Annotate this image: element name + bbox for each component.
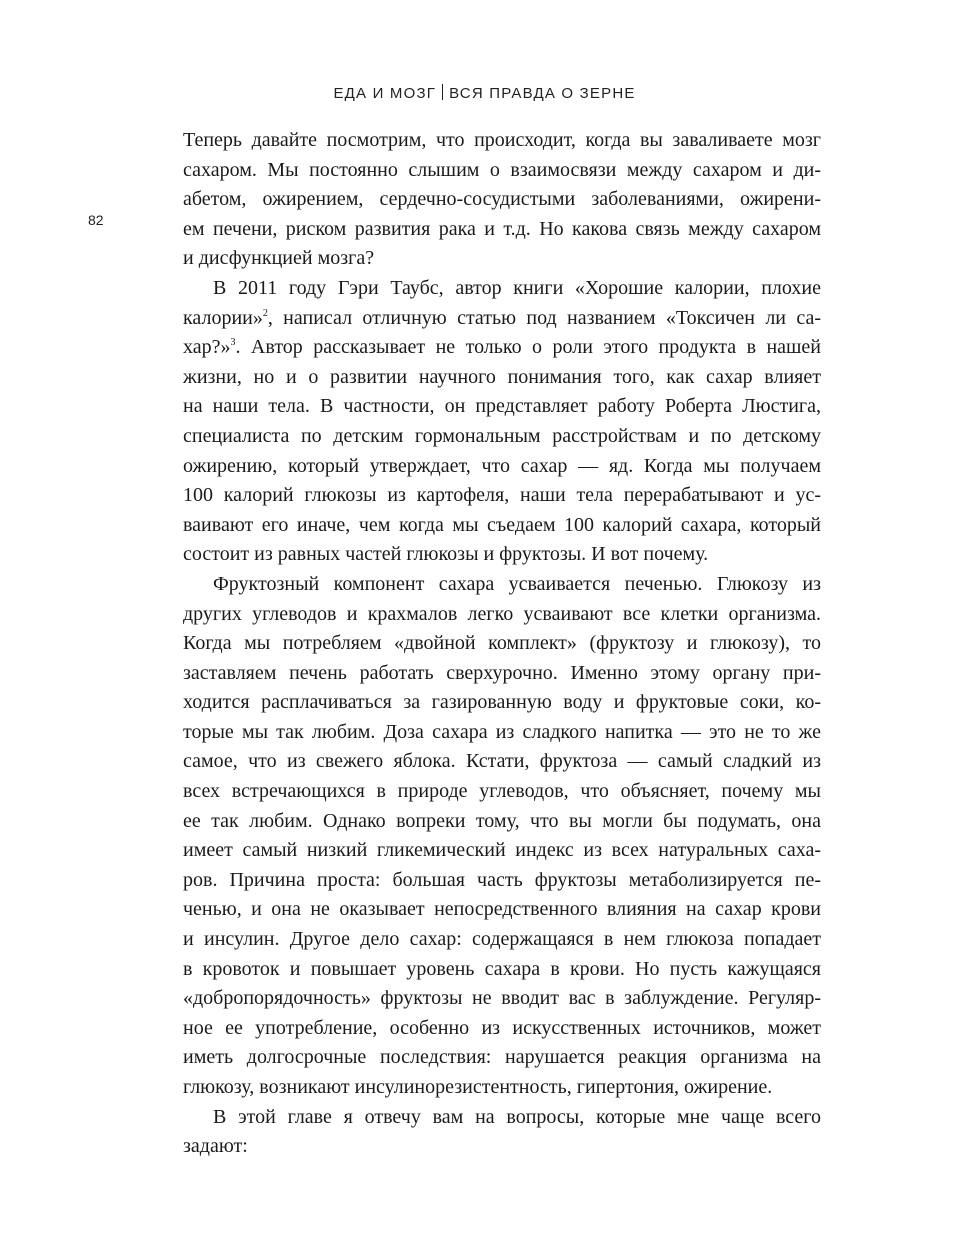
running-head — [0, 84, 969, 102]
text-line: и дисфункцией мозга? — [183, 247, 375, 270]
paragraph-3 — [183, 570, 821, 1103]
text-line: ваивают его иначе, чем когда мы съедаем 100 калорий сахара, который — [183, 513, 821, 536]
text-line: специалиста по детским гормональным расстройствам и по детскому — [183, 424, 821, 447]
text-line: состоит из равных частей глюкозы и фруктозы. И вот почему. — [183, 543, 709, 566]
text-line: в кровоток и повышает уровень сахара в крови. Но пусть кажущаяся — [183, 957, 821, 980]
text-line: имеет самый низкий гликемический индекс из всех натуральных саха- — [183, 839, 821, 862]
running-head-separator — [442, 84, 443, 100]
text-line: Теперь давайте посмотрим, что происходит, когда вы заваливаете мозг — [183, 129, 821, 151]
text-line: ем печени, риском развития рака и т.д. Но какова связь между сахаром — [183, 217, 821, 240]
text-line: Когда мы потребляем «двойной комплект» (фруктозу и глюкозу), то — [183, 632, 821, 655]
text-line: ее так любим. Однако вопреки тому, что вы могли бы подумать, она — [183, 809, 821, 832]
text-fragment: калории» — [183, 306, 263, 329]
text-line — [183, 304, 821, 334]
text-line: самое, что из свежего яблока. Кстати, фруктоза — самый сладкий из — [183, 750, 821, 773]
text-line — [183, 333, 821, 363]
text-line: жизни, но и о развитии научного понимания того, как сахар влияет — [183, 365, 821, 388]
text-line: и инсулин. Другое дело сахар: содержащаяся в нем глюкоза попадает — [183, 928, 821, 951]
paragraph-1 — [183, 126, 821, 274]
text-line: всех встречающихся в природе углеводов, что объясняет, почему мы — [183, 780, 821, 803]
text-line: иметь долгосрочные последствия: нарушается реакция организма на — [183, 1046, 821, 1069]
body-text — [183, 126, 821, 1162]
text-fragment: , написал отличную статью под названием «Токсичен ли са- — [267, 306, 821, 329]
text-line: на наши тела. В частности, он представляет работу Роберта Люстига, — [183, 395, 821, 418]
text-line: торые мы так любим. Доза сахара из сладкого напитка — это не то же — [183, 720, 821, 743]
text-line: В 2011 году Гэри Таубс, автор книги «Хорошие калории, плохие — [213, 276, 821, 299]
text-line: других углеводов и крахмалов легко усваивают все клетки организма. — [183, 602, 821, 625]
text-line: ожирению, который утверждает, что сахар — яд. Когда мы получаем — [183, 454, 821, 477]
text-line: 100 калорий глюкозы из картофеля, наши тела перерабатывают и ус- — [183, 484, 821, 507]
text-line: ное ее употребление, особенно из искусственных источников, может — [183, 1016, 821, 1039]
text-line: Фруктозный компонент сахара усваивается печенью. Глюкозу из — [213, 572, 821, 595]
text-line: сахаром. Мы постоянно слышим о взаимосвязи между сахаром и ди- — [183, 158, 821, 181]
text-line: заставляем печень работать сверхурочно. Именно этому органу при- — [183, 661, 821, 684]
paragraph-2 — [183, 274, 821, 570]
text-fragment: хар?» — [183, 336, 231, 359]
footnote-ref-2[interactable]: 2 — [262, 307, 268, 319]
text-line: В этой главе я отвечу вам на вопросы, которые мне чаще всего — [213, 1105, 821, 1128]
text-fragment: . Автор рассказывает не только о роли этого продукта в нашей — [235, 336, 821, 359]
text-line: абетом, ожирением, сердечно-сосудистыми заболеваниями, ожирени- — [183, 188, 821, 211]
text-line: глюкозу, возникают инсулинорезистентность, гипертония, ожирение. — [183, 1076, 773, 1098]
text-line: ров. Причина проста: большая часть фруктозы метаболизируется пе- — [183, 868, 821, 891]
text-line: «добропорядочность» фруктозы не вводит вас в заблуждение. Регуляр- — [183, 987, 821, 1010]
running-head-section: ВСЯ ПРАВДА О ЗЕРНЕ — [449, 85, 636, 102]
page-number: 82 — [88, 212, 104, 228]
text-line: ченью, и она не оказывает непосредственного влияния на сахар крови — [183, 898, 821, 921]
text-line: задают: — [183, 1135, 248, 1158]
text-line: ходится расплачиваться за газированную воду и фруктовые соки, ко- — [183, 691, 821, 714]
running-head-book: ЕДА И МОЗГ — [333, 85, 437, 102]
footnote-ref-3[interactable]: 3 — [230, 337, 236, 349]
paragraph-4 — [183, 1103, 821, 1162]
